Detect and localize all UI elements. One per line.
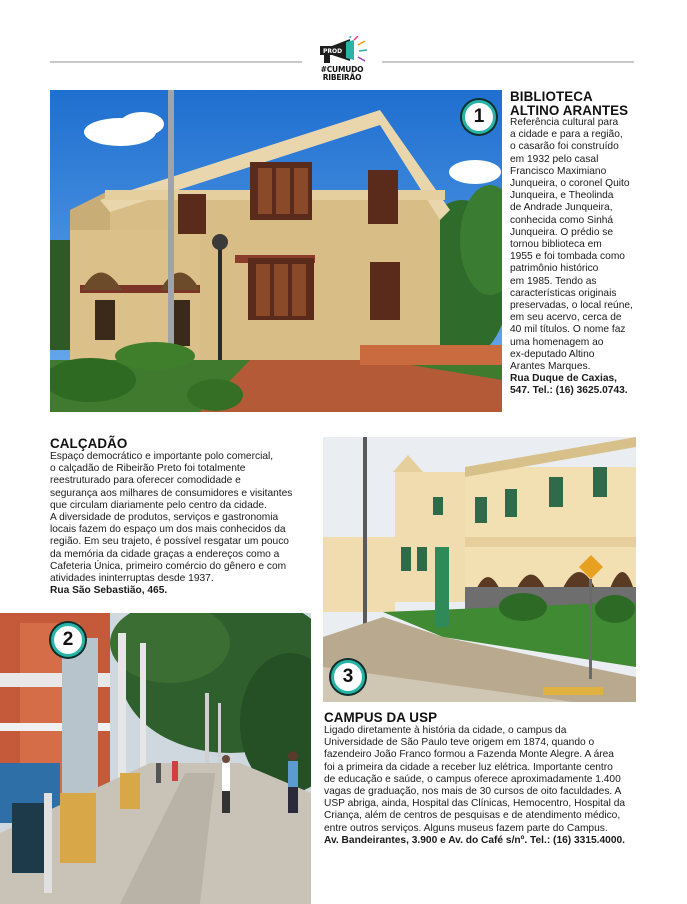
biblioteca-text	[510, 117, 642, 398]
campus-line: Universidade de São Paulo teve origem em 1874, quando o	[324, 737, 595, 749]
campus-line: fazendeiro João Franco formou a Fazenda Monte Alegre. A área	[324, 749, 614, 761]
biblioteca-line: características originais	[510, 287, 617, 299]
campus-line: USP abriga, ainda, Hospital das Clínicas, Hemocentro, Hospital da	[324, 798, 626, 810]
calcadao-address: Rua São Sebastião, 465.	[50, 585, 168, 597]
section-logo	[306, 36, 378, 84]
biblioteca-line: Junqueira, o coronel Quito	[510, 178, 630, 190]
biblioteca-address-line2: 547. Tel.: (16) 3625.0743.	[510, 385, 628, 397]
biblioteca-line: Referência cultural para	[510, 117, 619, 128]
svg-text:PROD: PROD	[323, 48, 343, 55]
campus-line: Ligado diretamente à história da cidade, o campus da	[324, 725, 567, 736]
calcadao-text	[50, 451, 312, 597]
campus-address: Av. Bandeirantes, 3.900 e Av. do Café s/nº. Tel.: (16) 3315.4000.	[324, 834, 625, 846]
biblioteca-line: Junqueira, e Theolinda	[510, 190, 614, 202]
biblioteca-line: a cidade e para a região,	[510, 129, 623, 141]
biblioteca-line: Arantes Marques.	[510, 361, 591, 373]
calcadao-line: atividades ininterruptas desde 1937.	[50, 573, 214, 585]
calcadao-line: locais fazem do espaço um dos mais conhecidos da	[50, 524, 286, 536]
biblioteca-address-line1: Rua Duque de Caxias,	[510, 373, 617, 385]
biblioteca-line: 1955 e foi tombada como	[510, 251, 625, 263]
calcadao-title: CALÇADÃO	[50, 436, 128, 451]
header-rule-left	[50, 61, 302, 63]
biblioteca-line: em 1985. Tendo as	[510, 275, 597, 287]
biblioteca-line: o casarão foi construído	[510, 141, 619, 153]
campus-photo	[323, 437, 636, 702]
biblioteca-line: em seu acervo, cerca de	[510, 312, 622, 324]
megaphone-icon	[314, 36, 370, 66]
calcadao-line: Espaço democrático e importante polo comercial,	[50, 451, 274, 462]
biblioteca-title-line1: BIBLIOTECA	[510, 89, 593, 104]
calcadao-line: Cafeteria Única, primeiro comércio do gênero e com	[50, 560, 287, 572]
biblioteca-line: uma homenagem ao	[510, 336, 604, 348]
campus-line: entre outros serviços. Alguns museus fazem parte do Campus.	[324, 822, 608, 834]
section-number-badge-3: 3	[331, 660, 365, 694]
campus-line: vagas de graduação, nos mais de 30 cursos de oito faculdades. A	[324, 786, 622, 798]
biblioteca-title	[510, 90, 650, 118]
calcadao-line: região. Em seu trajeto, é possível resgatar um pouco	[50, 536, 289, 548]
biblioteca-line: de Andrade Junqueira,	[510, 202, 613, 214]
biblioteca-line: em 1932 pelo casal	[510, 153, 599, 165]
logo-tag: #CUMUDO RIBEIRÃO	[320, 65, 364, 82]
calcadao-line: A diversidade de produtos, serviços e gastronomia	[50, 512, 279, 524]
biblioteca-line: conhecida como Sinhá	[510, 214, 614, 226]
section-number-badge-2: 2	[51, 623, 85, 657]
calcadao-line: o calçadão de Ribeirão Preto foi totalmente	[50, 463, 246, 475]
biblioteca-line: Francisco Maximiano	[510, 165, 607, 177]
biblioteca-title-line2: ALTINO ARANTES	[510, 103, 629, 118]
campus-title: CAMPUS DA USP	[324, 710, 438, 725]
campus-line: foi a primeira da cidade a receber luz elétrica. Importante centro	[324, 761, 613, 773]
calcadao-photo	[0, 613, 311, 904]
biblioteca-line: 40 mil títulos. O nome faz	[510, 324, 626, 336]
biblioteca-line: tornou biblioteca em	[510, 239, 602, 251]
biblioteca-line: preservadas, o local reúne,	[510, 300, 633, 312]
calcadao-line: da memória da cidade graças a endereços como a	[50, 548, 280, 560]
biblioteca-line: Junqueira. O prédio se	[510, 226, 614, 238]
calcadao-line: segurança aos milhares de consumidores e visitantes	[50, 487, 293, 499]
biblioteca-photo	[50, 90, 502, 412]
campus-text	[324, 725, 642, 847]
biblioteca-line: patrimônio histórico	[510, 263, 599, 275]
calcadao-line: reestruturado para oferecer comodidade e	[50, 475, 241, 487]
campus-line: de educação e saúde, o campus oferece aproximadamente 1.400	[324, 773, 621, 785]
header-rule-right	[382, 61, 634, 63]
biblioteca-line: ex-deputado Altino	[510, 348, 595, 360]
campus-line: Criança, além de centros de pesquisas e de atendimento médico,	[324, 810, 621, 822]
calcadao-line: que circulam diariamente pelo centro da cidade.	[50, 499, 267, 511]
section-number-badge-1: 1	[462, 100, 496, 134]
